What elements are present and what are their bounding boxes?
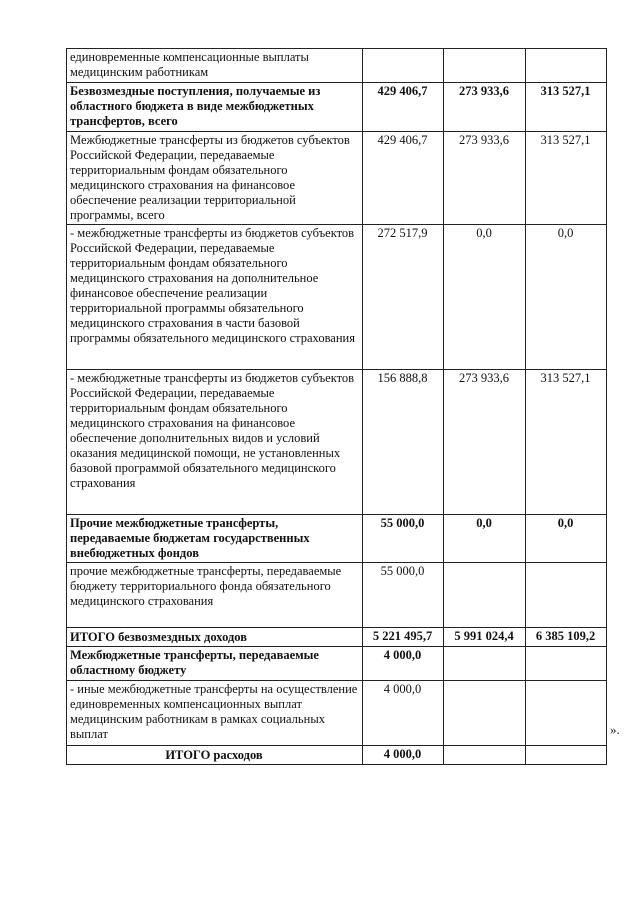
row-label: Межбюджетные трансферты, передаваемые областному бюджету	[67, 647, 363, 681]
closing-quote: ».	[610, 722, 620, 737]
row-label: прочие межбюджетные трансферты, передаваемые бюджету территориального фонда обязательного медицинского страхования	[67, 563, 363, 628]
value-col-1	[363, 49, 444, 83]
value-col-1: 5 221 495,7	[363, 628, 444, 647]
table-row	[67, 225, 607, 370]
value-col-2	[444, 681, 526, 746]
value-col-2: 5 991 024,4	[444, 628, 526, 647]
table-row	[67, 370, 607, 515]
value-col-3: 313 527,1	[526, 83, 607, 132]
row-label: - межбюджетные трансферты из бюджетов субъектов Российской Федерации, передаваемые территориальным фондам обязательного медицинского страхования на финансовое обеспечение дополнительных видов и условий оказания медицинской помощи, не установленных базовой программой обязательного медицинского страхования	[67, 370, 363, 515]
row-label: Межбюджетные трансферты из бюджетов субъектов Российской Федерации, передаваемые территориальным фондам обязательного медицинского страхования на финансовое обеспечение реализации территориальной программы, всего	[67, 132, 363, 225]
value-col-3	[526, 563, 607, 628]
value-col-2	[444, 647, 526, 681]
value-col-1: 156 888,8	[363, 370, 444, 515]
value-col-3: 0,0	[526, 225, 607, 370]
table-row	[67, 132, 607, 225]
table-row	[67, 83, 607, 132]
value-col-2: 273 933,6	[444, 370, 526, 515]
value-col-2	[444, 746, 526, 765]
value-col-1: 4 000,0	[363, 746, 444, 765]
value-col-2	[444, 49, 526, 83]
table-row	[67, 49, 607, 83]
value-col-1: 429 406,7	[363, 132, 444, 225]
row-label: Прочие межбюджетные трансферты, передаваемые бюджетам государственных внебюджетных фондов	[67, 515, 363, 563]
table-row	[67, 746, 607, 765]
value-col-1: 272 517,9	[363, 225, 444, 370]
row-label: единовременные компенсационные выплаты медицинским работникам	[67, 49, 363, 83]
value-col-3: 6 385 109,2	[526, 628, 607, 647]
value-col-2	[444, 563, 526, 628]
row-label: - межбюджетные трансферты из бюджетов субъектов Российской Федерации, передаваемые территориальным фондам обязательного медицинского страхования на дополнительное финансовое обеспечение реализации территориальной программы обязательного медицинского страхования в части базовой программы обязательного медицинского страхования	[67, 225, 363, 370]
row-label: ИТОГО расходов	[67, 746, 363, 765]
value-col-3: 313 527,1	[526, 370, 607, 515]
table-row	[67, 628, 607, 647]
row-label: - иные межбюджетные трансферты на осуществление единовременных компенсационных выплат медицинским работникам в рамках социальных выплат	[67, 681, 363, 746]
value-col-3	[526, 746, 607, 765]
value-col-3	[526, 681, 607, 746]
value-col-3: 313 527,1	[526, 132, 607, 225]
value-col-1: 429 406,7	[363, 83, 444, 132]
budget-table	[66, 48, 607, 765]
value-col-2: 0,0	[444, 225, 526, 370]
table-row	[67, 563, 607, 628]
value-col-1: 4 000,0	[363, 681, 444, 746]
row-label: ИТОГО безвозмездных доходов	[67, 628, 363, 647]
value-col-2: 0,0	[444, 515, 526, 563]
value-col-1: 55 000,0	[363, 563, 444, 628]
value-col-3	[526, 49, 607, 83]
value-col-2: 273 933,6	[444, 83, 526, 132]
value-col-1: 4 000,0	[363, 647, 444, 681]
row-label: Безвозмездные поступления, получаемые из областного бюджета в виде межбюджетных трансфертов, всего	[67, 83, 363, 132]
value-col-3: 0,0	[526, 515, 607, 563]
value-col-3	[526, 647, 607, 681]
table-row	[67, 515, 607, 563]
table-row	[67, 647, 607, 681]
value-col-1: 55 000,0	[363, 515, 444, 563]
table-row	[67, 681, 607, 746]
value-col-2: 273 933,6	[444, 132, 526, 225]
